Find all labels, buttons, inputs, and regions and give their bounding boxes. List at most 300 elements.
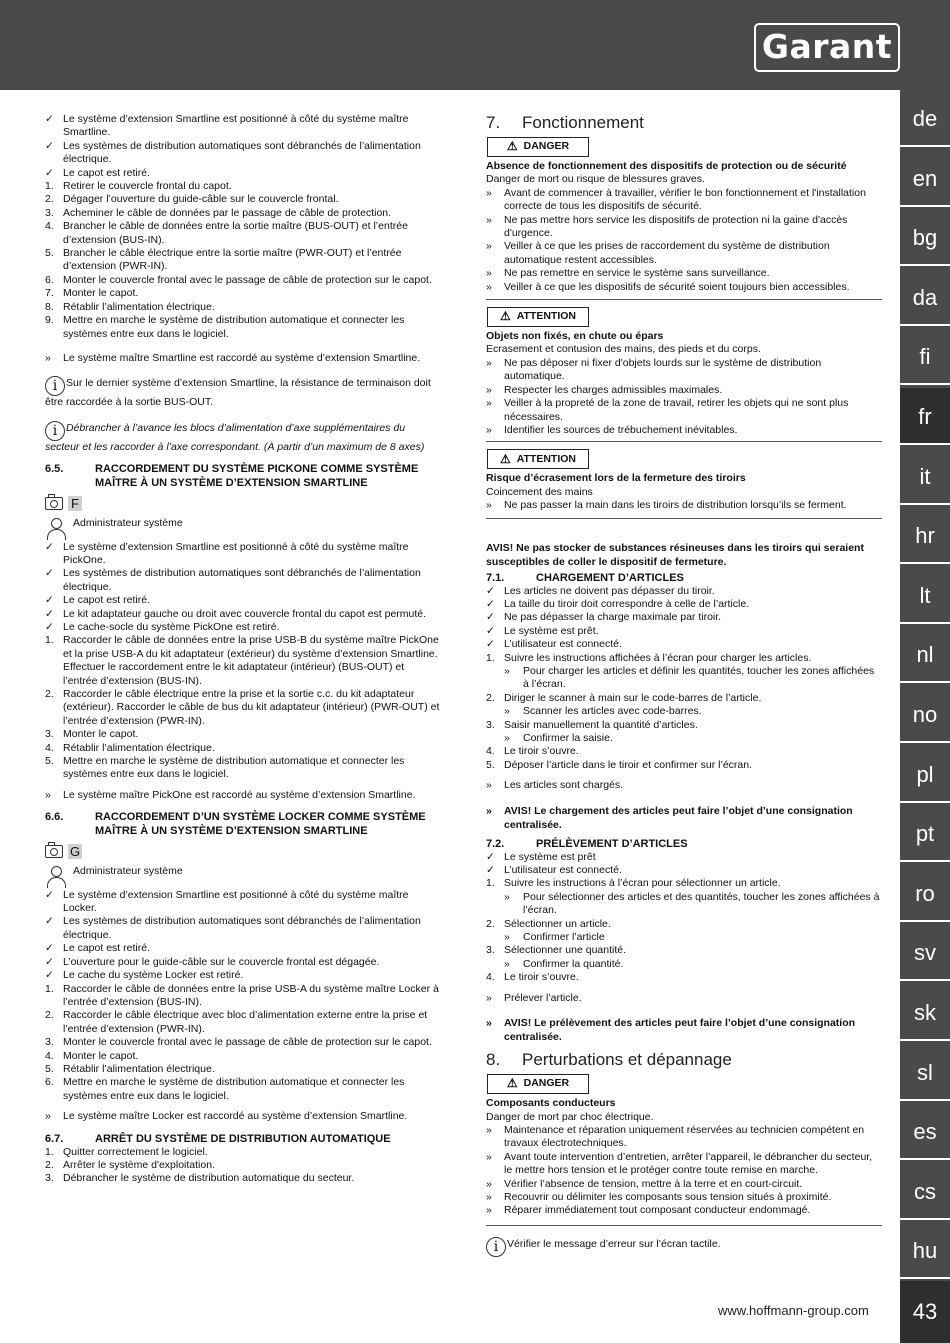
- step-item: [45, 247, 440, 274]
- check-item: [45, 594, 440, 607]
- warning-item-text: Respecter les charges admissibles maximales.: [504, 383, 723, 396]
- warning-triangle-icon: ⚠: [499, 309, 511, 324]
- warning-item: [486, 397, 882, 424]
- result-item-marker: »: [45, 351, 51, 364]
- check-item: [486, 585, 882, 598]
- check-item-marker: ✓: [45, 942, 54, 955]
- warning-item-marker: »: [486, 1123, 492, 1136]
- role-text: Administrateur système: [73, 516, 183, 529]
- step-item-text: Raccorder le câble de données entre la prise USB-B du système maître PickOne et la prise USB-A du kit adaptateur (extérieur) du système d’extension Smartline. Effectuer le raccordement entre le kit adaptateur (intérieur) (BUS-OUT) et l’entrée d’extension (BUS-IN).: [63, 634, 439, 687]
- check-item-marker: ✓: [45, 594, 54, 607]
- step-item-marker: 2.: [45, 193, 54, 206]
- step-item: [45, 193, 440, 206]
- language-tab-pt[interactable]: pt: [900, 805, 950, 862]
- step-item-marker: 3.: [45, 1036, 54, 1049]
- step-item-text: Arrêter le système d'exploitation.: [63, 1158, 215, 1171]
- check-item-text: Le système d’extension Smartline est positionné à côté du système maître Locker.: [63, 888, 409, 915]
- step-item-text: Sélectionner une quantité.: [504, 944, 627, 957]
- info-note-text: Sur le dernier système d’extension Smartline, la résistance de terminaison doit être raccordée à la sortie BUS-OUT.: [45, 377, 431, 409]
- section-heading: [45, 1132, 440, 1146]
- camera-icon: [45, 497, 63, 510]
- warning-item-marker: »: [486, 423, 492, 436]
- person-icon: [45, 865, 67, 889]
- notice-item-marker: »: [486, 1017, 492, 1030]
- check-item: [45, 140, 440, 167]
- step-item-marker: 5.: [45, 1062, 54, 1075]
- step-item-text: Monter le couvercle frontal avec le passage de câble de protection sur le capot.: [63, 1036, 432, 1049]
- warning-text: Coincement des mains: [486, 485, 593, 498]
- warning-item: [486, 240, 882, 267]
- step-item-text: Raccorder le câble électrique avec bloc d’alimentation externe entre la prise et l’entrée d’extension (PWR-IN).: [63, 1009, 428, 1035]
- role-line: [45, 517, 440, 541]
- sub-step-item-marker: »: [504, 931, 510, 944]
- divider: [486, 299, 882, 300]
- step-item: [45, 634, 440, 688]
- warning-label-text: DANGER: [523, 140, 570, 153]
- section-title: RACCORDEMENT DU SYSTÈME PICKONE COMME SYSTÈME MAÎTRE À UN SYSTÈME D’EXTENSION SMARTLINE: [95, 463, 419, 490]
- check-item-marker: ✓: [486, 638, 495, 651]
- warning-label-text: DANGER: [523, 1077, 570, 1090]
- language-sidebar: [900, 90, 950, 1343]
- warning-item-marker: »: [486, 383, 492, 396]
- check-item: [45, 113, 440, 140]
- warning-item-text: Recouvrir ou délimiter les composants sous tension situés à proximité.: [504, 1190, 832, 1203]
- step-item-marker: 2.: [45, 1009, 54, 1022]
- check-item: [486, 638, 882, 651]
- check-item-marker: ✓: [45, 888, 54, 901]
- check-item-marker: ✓: [486, 611, 495, 624]
- chapter-number: 8.: [486, 1050, 501, 1070]
- step-item-text: Déposer l’article dans le tiroir et confirmer sur l’écran.: [504, 758, 753, 771]
- person-icon: [45, 517, 67, 541]
- step-item: [45, 1050, 440, 1063]
- doc-reference: [45, 844, 82, 859]
- step-item-marker: 6.: [45, 273, 54, 286]
- check-item: [486, 864, 882, 877]
- step-item-text: Sélectionner un article.: [504, 917, 611, 930]
- warning-label: [487, 449, 589, 469]
- check-item-text: La taille du tiroir doit correspondre à celle de l’article.: [504, 597, 750, 610]
- warning-item-marker: »: [486, 186, 492, 199]
- sub-step-item: [486, 705, 882, 718]
- step-item-text: Mettre en marche le système de distribution automatique et connecter les systèmes entre eux dans le logiciel.: [63, 314, 405, 340]
- warning-item: [486, 384, 882, 397]
- warning-label-text: ATTENTION: [516, 310, 577, 323]
- warning-item: [486, 424, 882, 437]
- step-item: [45, 220, 440, 247]
- check-item-marker: ✓: [45, 915, 54, 928]
- step-item-text: Monter le capot.: [63, 1049, 139, 1062]
- sub-step-item-text: Confirmer la quantité.: [523, 957, 624, 970]
- sub-step-item-marker: »: [504, 664, 510, 677]
- check-item: [45, 541, 440, 568]
- step-item: [45, 688, 440, 728]
- chapter-title: Perturbations et dépannage: [522, 1050, 732, 1070]
- warning-label-text: ATTENTION: [516, 452, 577, 465]
- language-tab-sl[interactable]: sl: [900, 1044, 950, 1101]
- step-item-text: Diriger le scanner à main sur le code-barres de l’article.: [504, 691, 762, 704]
- role-line: [45, 865, 440, 889]
- step-item: [486, 944, 882, 957]
- check-item-marker: ✓: [486, 864, 495, 877]
- check-item-marker: ✓: [45, 607, 54, 620]
- warning-triangle-icon: ⚠: [506, 1076, 518, 1091]
- warning-heading: Risque d’écrasement lors de la fermeture des tiroirs: [486, 472, 746, 485]
- language-tab-da[interactable]: da: [900, 269, 950, 326]
- warning-item-text: Ne pas déposer ni fixer d'objets lourds sur le système de distribution automatique.: [504, 356, 822, 383]
- notice-item-text: AVIS! Le chargement des articles peut faire l’objet d’une consignation centralisée.: [504, 804, 853, 831]
- step-item-text: Monter le couvercle frontal avec le passage de câble de protection sur le capot.: [63, 273, 432, 286]
- step-item-marker: 1.: [486, 877, 495, 890]
- notice-item-text: AVIS! Le prélèvement des articles peut faire l’objet d’une consignation centralisée.: [504, 1017, 856, 1044]
- step-item-text: Suivre les instructions affichées à l’écran pour charger les articles.: [504, 651, 812, 664]
- warning-item: [486, 1124, 882, 1151]
- sub-step-item: [486, 958, 882, 971]
- divider: [486, 441, 882, 442]
- sub-step-item: [486, 665, 882, 692]
- step-item-marker: 2.: [486, 691, 495, 704]
- check-item: [45, 608, 440, 621]
- warning-item-text: Veiller à la propreté de la zone de travail, retirer les objets qui ne sont plus nécessaires.: [504, 397, 849, 423]
- step-item-text: Saisir manuellement la quantité d’articles.: [504, 718, 698, 731]
- warning-item-marker: »: [486, 1177, 492, 1190]
- header-bar: [0, 0, 950, 90]
- divider: [486, 1225, 882, 1226]
- warning-item-marker: »: [486, 240, 492, 253]
- step-item: [45, 1063, 440, 1076]
- check-item-text: Les articles ne doivent pas dépasser du tiroir.: [504, 584, 715, 597]
- step-item-marker: 6.: [45, 1076, 54, 1089]
- sub-step-item-text: Confirmer l’article: [523, 931, 605, 944]
- result-item-text: Le système maître Smartline est raccordé au système d’extension Smartline.: [63, 351, 421, 364]
- step-item-text: Mettre en marche le système de distribution automatique et connecter les systèmes entre eux dans le logiciel.: [63, 1076, 405, 1102]
- check-item-marker: ✓: [45, 540, 54, 553]
- step-item: [45, 1036, 440, 1049]
- info-note: [45, 417, 440, 454]
- check-item-marker: ✓: [45, 113, 54, 125]
- step-item: [45, 742, 440, 755]
- step-item: [45, 1076, 440, 1103]
- section-title: CHARGEMENT D’ARTICLES: [536, 571, 684, 584]
- warning-item-text: Avant toute intervention d’entretien, arrêter l’appareil, le débrancher du secteur, le mettre hors tension et le protéger contre toute remise en marche.: [504, 1150, 873, 1177]
- check-item-text: Le kit adaptateur gauche ou droit avec couvercle frontal du capot est permuté.: [63, 607, 427, 620]
- check-item: [486, 625, 882, 638]
- step-item-text: Dégager l’ouverture du guide-câble sur le couvercle frontal.: [63, 193, 339, 206]
- warning-item-text: Réparer immédiatement tout composant conducteur endommagé.: [504, 1204, 811, 1217]
- language-tab-pl[interactable]: pl: [900, 746, 950, 803]
- warning-item: [486, 281, 882, 294]
- check-item-marker: ✓: [45, 620, 54, 633]
- check-item-marker: ✓: [486, 624, 495, 637]
- check-item: [45, 969, 440, 982]
- check-item: [45, 942, 440, 955]
- step-item-text: Suivre les instructions à l’écran pour sélectionner un article.: [504, 877, 781, 890]
- check-item: [45, 167, 440, 180]
- sub-step-item-text: Confirmer la saisie.: [523, 732, 613, 744]
- info-icon: i: [45, 376, 65, 396]
- warning-item-text: Avant de commencer à travailler, vérifier le bon fonctionnement et l'installation correcte de tous les dispositifs de sécurité.: [504, 186, 866, 213]
- figure-tag: F: [68, 496, 82, 511]
- warning-item-marker: »: [486, 280, 492, 293]
- language-tab-fr[interactable]: fr: [900, 388, 950, 445]
- sub-step-item-marker: »: [504, 957, 510, 970]
- language-tab-sv[interactable]: sv: [900, 924, 950, 981]
- section-number: 6.5.: [45, 463, 64, 476]
- warning-item: [486, 267, 882, 280]
- section-heading: [486, 571, 882, 585]
- result-item-text: Les articles sont chargés.: [504, 779, 624, 792]
- step-item-marker: 1.: [45, 982, 54, 995]
- warning-item-text: Veiller à ce que les dispositifs de sécurité soient toujours bien accessibles.: [504, 280, 850, 293]
- step-item-marker: 2.: [45, 1158, 54, 1171]
- step-item: [45, 314, 440, 341]
- step-item-marker: 4.: [45, 220, 54, 233]
- warning-item: [486, 1178, 882, 1191]
- footer-url[interactable]: www.hoffmann-group.com: [718, 1303, 869, 1318]
- language-tab-en[interactable]: en: [900, 150, 950, 207]
- warning-item-text: Veiller à ce que les prises de raccordement du système de distribution automatique restent accessibles.: [504, 240, 830, 266]
- check-item: [486, 611, 882, 624]
- language-tab-fi[interactable]: fi: [900, 328, 950, 385]
- check-item-text: L’ouverture pour le guide-câble sur le couvercle frontal est dégagée.: [63, 955, 380, 968]
- step-item-marker: 5.: [486, 758, 495, 771]
- step-item-text: Débrancher le système de distribution automatique du secteur.: [63, 1172, 355, 1185]
- warning-item-marker: »: [486, 1190, 492, 1203]
- section-title: RACCORDEMENT D’UN SYSTÈME LOCKER COMME SYSTÈME MAÎTRE À UN SYSTÈME D’EXTENSION SMARTLINE: [95, 811, 426, 838]
- warning-item: [486, 499, 882, 512]
- notice-text: AVIS! Ne pas stocker de substances résineuses dans les tiroirs qui seraient susceptibles de coller le dispositif de fermeture.: [486, 541, 864, 568]
- check-item-text: Les systèmes de distribution automatiques sont débranchés de l’alimentation électrique.: [63, 915, 421, 941]
- sub-step-item-text: Pour charger les articles et définir les quantités, toucher les zones affichées à l’écran.: [523, 664, 875, 691]
- result-item-marker: »: [45, 1110, 51, 1123]
- step-item-text: Monter le capot.: [63, 287, 139, 300]
- sub-step-item: [486, 732, 882, 745]
- info-icon: i: [486, 1237, 506, 1257]
- step-item-text: Le tiroir s’ouvre.: [504, 971, 579, 984]
- warning-item: [486, 214, 882, 241]
- check-item-text: Le système d’extension Smartline est positionné à côté du système maître Smartline.: [63, 113, 409, 139]
- step-item-marker: 5.: [45, 755, 54, 768]
- warning-triangle-icon: ⚠: [499, 451, 511, 466]
- step-item: [45, 1172, 440, 1185]
- sub-step-item-marker: »: [504, 705, 510, 718]
- step-item: [486, 918, 882, 931]
- language-tab-hr[interactable]: hr: [900, 507, 950, 564]
- warning-text: Danger de mort ou risque de blessures graves.: [486, 173, 705, 186]
- check-item-marker: ✓: [45, 567, 54, 580]
- sub-step-item-text: Pour sélectionner des articles et des quantités, toucher les zones affichées à l’écran.: [523, 890, 880, 917]
- warning-heading: Composants conducteurs: [486, 1097, 616, 1110]
- language-tab-no[interactable]: no: [900, 686, 950, 743]
- step-item-marker: 1.: [45, 634, 54, 647]
- step-item-text: Brancher le câble de données entre la sortie maître (BUS-OUT) et l’entrée d’extension (BUS-IN).: [63, 220, 408, 246]
- warning-item-text: Vérifier l’absence de tension, mettre à la terre et en court-circuit.: [504, 1177, 803, 1190]
- warning-item-marker: »: [486, 499, 492, 512]
- warning-item: [486, 1204, 882, 1217]
- step-item-marker: 2.: [486, 917, 495, 930]
- step-item: [486, 877, 882, 890]
- step-item-text: Acheminer le câble de données par le passage de câble de protection.: [63, 206, 392, 219]
- check-item-marker: ✓: [45, 166, 54, 179]
- check-item-marker: ✓: [45, 139, 54, 152]
- step-item-marker: 1.: [486, 651, 495, 664]
- check-item: [45, 621, 440, 634]
- info-note: [45, 372, 440, 409]
- warning-item-marker: »: [486, 1150, 492, 1163]
- step-item: [486, 759, 882, 772]
- right-column: [486, 113, 882, 1257]
- step-item-marker: 3.: [45, 1172, 54, 1185]
- chapter-number: 7.: [486, 113, 501, 132]
- check-item: [45, 915, 440, 942]
- warning-item: [486, 357, 882, 384]
- step-item-text: Rétablir l’alimentation électrique.: [63, 300, 215, 313]
- result-item: [486, 779, 882, 792]
- info-note-text: Débrancher à l’avance les blocs d’alimentation d’axe supplémentaires du secteur et les raccorder à l’axe correspondant. (À partir d’un maximum de 8 axes): [45, 421, 425, 453]
- step-item-marker: 7.: [45, 287, 54, 300]
- step-item: [45, 180, 440, 193]
- step-item: [45, 755, 440, 782]
- warning-item-text: Ne pas mettre hors service les dispositifs de protection ni la gaine d'accès d'urgence.: [504, 213, 848, 240]
- warning-text: Ecrasement et contusion des mains, des pieds et du corps.: [486, 343, 761, 356]
- step-item: [45, 207, 440, 220]
- section-heading: [486, 837, 882, 851]
- check-item: [45, 889, 440, 916]
- section-number: 6.6.: [45, 811, 64, 824]
- page-number: 43: [900, 1281, 950, 1343]
- step-item-marker: 4.: [45, 741, 54, 754]
- warning-item-marker: »: [486, 1204, 492, 1217]
- step-item: [45, 274, 440, 287]
- check-item-text: Le système est prêt.: [504, 624, 599, 637]
- check-item: [486, 851, 882, 864]
- sub-step-item-marker: »: [504, 890, 510, 903]
- notice-item: [486, 804, 882, 832]
- warning-triangle-icon: ⚠: [506, 139, 518, 154]
- check-item-text: Le cache-socle du système PickOne est retiré.: [63, 620, 280, 633]
- section-title: ARRÊT DU SYSTÈME DE DISTRIBUTION AUTOMATIQUE: [95, 1132, 391, 1145]
- warning-label: [487, 307, 589, 327]
- check-item-text: Le capot est retiré.: [63, 594, 150, 607]
- warning-label: [487, 137, 589, 157]
- garant-logo: Garant: [754, 23, 900, 72]
- notice-item-marker: »: [486, 804, 492, 817]
- check-item-text: Le capot est retiré.: [63, 942, 150, 955]
- check-item-text: Le système d’extension Smartline est positionné à côté du système maître PickOne.: [63, 540, 409, 566]
- check-item-text: L’utilisateur est connecté.: [504, 638, 622, 651]
- role-text: Administrateur système: [73, 864, 183, 877]
- result-item-marker: »: [486, 779, 492, 792]
- check-item-marker: ✓: [486, 597, 495, 610]
- step-item: [486, 971, 882, 984]
- step-item-marker: 3.: [486, 944, 495, 957]
- step-item-marker: 3.: [45, 206, 54, 219]
- step-item-marker: 4.: [45, 1049, 54, 1062]
- left-column: [45, 113, 440, 1186]
- check-item: [45, 567, 440, 594]
- language-tab-it[interactable]: it: [900, 448, 950, 505]
- step-item: [45, 287, 440, 300]
- check-item: [486, 598, 882, 611]
- language-tab-bg[interactable]: bg: [900, 209, 950, 266]
- result-item: [45, 352, 440, 365]
- step-item-marker: 2.: [45, 688, 54, 700]
- language-tab-nl[interactable]: nl: [900, 626, 950, 683]
- result-item-text: Le système maître Locker est raccordé au système d’extension Smartline.: [63, 1110, 408, 1123]
- language-tab-ro[interactable]: ro: [900, 865, 950, 922]
- result-item: [45, 1110, 440, 1123]
- figure-tag: G: [69, 844, 81, 860]
- sub-step-item: [486, 891, 882, 918]
- step-item-marker: 5.: [45, 247, 54, 260]
- step-item-marker: 3.: [45, 728, 54, 741]
- info-icon: i: [45, 421, 65, 441]
- warning-label: [487, 1074, 589, 1094]
- language-tab-sk[interactable]: sk: [900, 984, 950, 1041]
- warning-item-marker: »: [486, 213, 492, 226]
- sub-step-item-marker: »: [504, 732, 510, 744]
- result-item: [45, 789, 440, 802]
- step-item-text: Brancher le câble électrique entre la sortie maître (PWR-OUT) et l’entrée d’extension (PWR-IN).: [63, 247, 402, 273]
- step-item-text: Quitter correctement le logiciel.: [63, 1145, 208, 1158]
- step-item-text: Monter le capot.: [63, 728, 139, 741]
- step-item-marker: 1.: [45, 1145, 54, 1158]
- section-heading: [45, 810, 440, 838]
- language-tab-cs[interactable]: cs: [900, 1163, 950, 1220]
- check-item: [45, 956, 440, 969]
- step-item-marker: 1.: [45, 180, 54, 193]
- doc-reference: [45, 496, 82, 511]
- warning-item: [486, 1191, 882, 1204]
- step-item: [45, 728, 440, 741]
- step-item: [45, 1009, 440, 1036]
- warning-item-marker: »: [486, 397, 492, 410]
- check-item-text: Le cache du système Locker est retiré.: [63, 969, 244, 982]
- sub-step-item-text: Scanner les articles avec code-barres.: [523, 705, 702, 718]
- language-tab-de[interactable]: de: [900, 90, 950, 147]
- result-item: [486, 992, 882, 1005]
- language-tab-es[interactable]: es: [900, 1103, 950, 1160]
- step-item-text: Le tiroir s’ouvre.: [504, 745, 579, 758]
- check-item-text: Le système est prêt: [504, 850, 596, 863]
- step-item: [45, 1159, 440, 1172]
- step-item-text: Rétablir l’alimentation électrique.: [63, 741, 215, 754]
- info-note-text: Vérifier le message d’erreur sur l’écran tactile.: [507, 1237, 721, 1250]
- step-item: [486, 652, 882, 665]
- step-item-text: Raccorder le câble électrique entre la prise et la sortie c.c. du kit adaptateur (extérieur). Raccorder le câble de bus du kit adaptateur (intérieur) (PWR-OUT) et l’entrée d’extension (PWR-IN).: [63, 688, 440, 727]
- notice-item: [486, 1016, 882, 1044]
- step-item: [45, 983, 440, 1010]
- step-item-text: Retirer le couvercle frontal du capot.: [63, 180, 232, 193]
- chapter-heading: [486, 113, 882, 133]
- language-tab-lt[interactable]: lt: [900, 567, 950, 624]
- language-tab-hu[interactable]: hu: [900, 1222, 950, 1279]
- chapter-heading: [486, 1050, 882, 1070]
- divider: [486, 518, 882, 519]
- section-number: 7.2.: [486, 837, 505, 850]
- warning-heading: Objets non fixés, en chute ou épars: [486, 330, 664, 343]
- warning-item: [486, 1151, 882, 1178]
- step-item-marker: 9.: [45, 314, 54, 327]
- step-item-marker: 4.: [486, 971, 495, 984]
- warning-item: [486, 187, 882, 214]
- step-item: [45, 301, 440, 314]
- warning-item-text: Ne pas passer la main dans les tiroirs de distribution lorsqu’ils se ferment.: [504, 499, 847, 512]
- warning-text: Danger de mort par choc électrique.: [486, 1110, 654, 1123]
- check-item-text: Les systèmes de distribution automatiques sont débranchés de l’alimentation électrique.: [63, 139, 421, 166]
- result-item-text: Prélever l’article.: [504, 991, 582, 1004]
- sub-step-item: [486, 931, 882, 944]
